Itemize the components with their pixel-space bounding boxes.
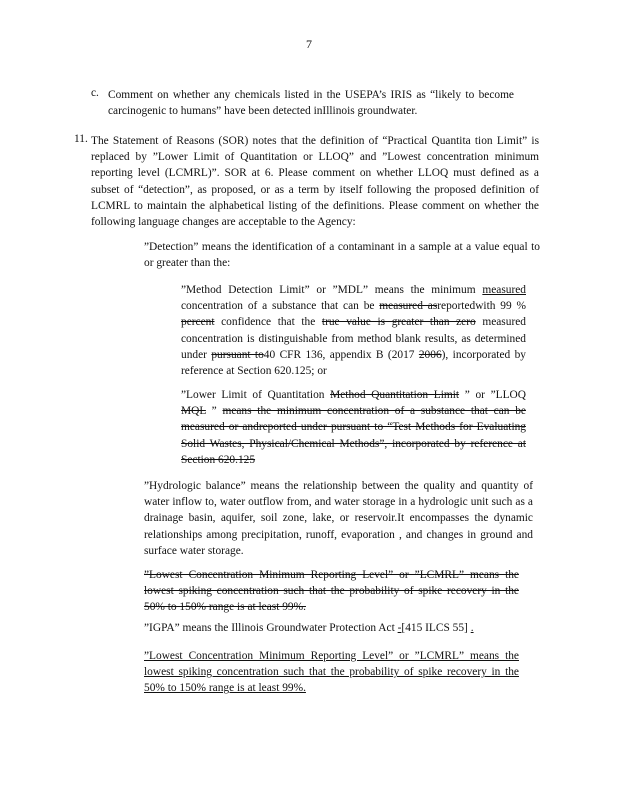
lloq-definition — [181, 387, 526, 468]
hydrologic-balance-definition: ”Hydrologic balance” means the relationship between the quality and quantity of water inflow to, water outflow from, and water storage in a hydrologic unit such as a drainage basin, aquifer, soil zone, lake, or reservoir.It encompasses the dynamic relationships among precipitation, runoff, evaporation , and changes in ground and surface water storage. — [144, 480, 533, 557]
mdl-text-6: 40 CFR 136, appendix B (2017 — [263, 348, 419, 361]
lloq-text-3: ” — [205, 405, 223, 418]
igpa-text-2: [415 ILCS 55] — [401, 622, 471, 634]
item-c-text: Comment on whether any chemicals listed in the USEPA’s IRIS as “likely to become carcinogenic to humans” have been detected inIllinois groundwater. — [108, 89, 514, 118]
mdl-text-1: ”Method Detection Limit” or ”MDL” means the minimum — [181, 284, 483, 296]
lloq-text-2: ” or ”LLOQ — [459, 389, 526, 401]
lloq-deleted-mql: MQL — [181, 405, 206, 418]
mdl-deleted-percent: percent — [181, 316, 215, 329]
lloq-deleted-method-quantitation-limit: Method Quantitation Limit — [330, 389, 460, 401]
mdl-deleted-pursuant-to: pursuant to — [211, 348, 264, 361]
item-c-label: c. — [91, 87, 99, 99]
mdl-deleted-true-value: true value is greater than zero — [321, 316, 476, 329]
mdl-text-2: concentration of a substance that can be — [181, 300, 380, 313]
mdl-deleted-measured-as: measured as — [379, 300, 438, 313]
lloq-text-1: ”Lower Limit of Quantitation — [181, 389, 331, 401]
mdl-deleted-2006: 2006 — [418, 348, 442, 361]
mdl-definition — [181, 282, 526, 379]
lcmrl-added-definition: ”Lowest Concentration Minimum Reporting Level” or ”LCMRL” means the lowest spiking concentration such that the probability of spike recovery in the 50% to 150% range is at least 99%. — [144, 650, 519, 695]
item-11-text: The Statement of Reasons (SOR) notes that the definition of “Practical Quantita tion Limit” is replaced by ”Lower Limit of Quantitation or LLOQ” and ”Lowest concentration minimum reporting level (LCMRL)”. SOR at 6. Please comment on whether LLOQ must defined as a subset of “detection”, as proposed, or as a term by itself following the proposed definition of LCMRL to maintain the alphabetical listing of the definitions. Please comment on whether the following language changes are acceptable to the Agency: — [91, 135, 539, 229]
mdl-inserted-measured: measured — [482, 284, 526, 296]
mdl-text-5: measured concentration is distinguishable from method blank results, as determined under — [181, 316, 526, 361]
igpa-inserted-period: . — [470, 622, 474, 634]
igpa-text-1: ”IGPA” means the Illinois Groundwater Protection Act — [144, 622, 398, 634]
igpa-definition — [144, 620, 519, 636]
mdl-text-3: reportedwith 99 % — [437, 300, 526, 313]
igpa-inserted-dash: - — [397, 622, 402, 634]
page-number: 7 — [306, 37, 312, 51]
mdl-text-4: confidence that the — [214, 316, 322, 329]
detection-definition: ”Detection” means the identification of a contaminant in a sample at a value equal to or greater than the: — [144, 241, 540, 270]
mdl-text-7: ), incorporated by reference at Section 620.125; or — [181, 348, 526, 378]
item-11-label: 11. — [74, 133, 88, 145]
lcmrl-deleted-definition: ”Lowest Concentration Minimum Reporting Level” or ”LCMRL” means the lowest spiking concentration such that the probability of spike recovery in the 50% to 150% range is at least 99%. — [144, 569, 519, 614]
lloq-deleted-definition: means the minimum concentration of a substance that can be measured or andreported under pursuant to “Test Methods for Evaluating Solid Wastes, Physical/Chemical Methods”, incorporated by reference at Section 620.125 — [181, 405, 526, 466]
